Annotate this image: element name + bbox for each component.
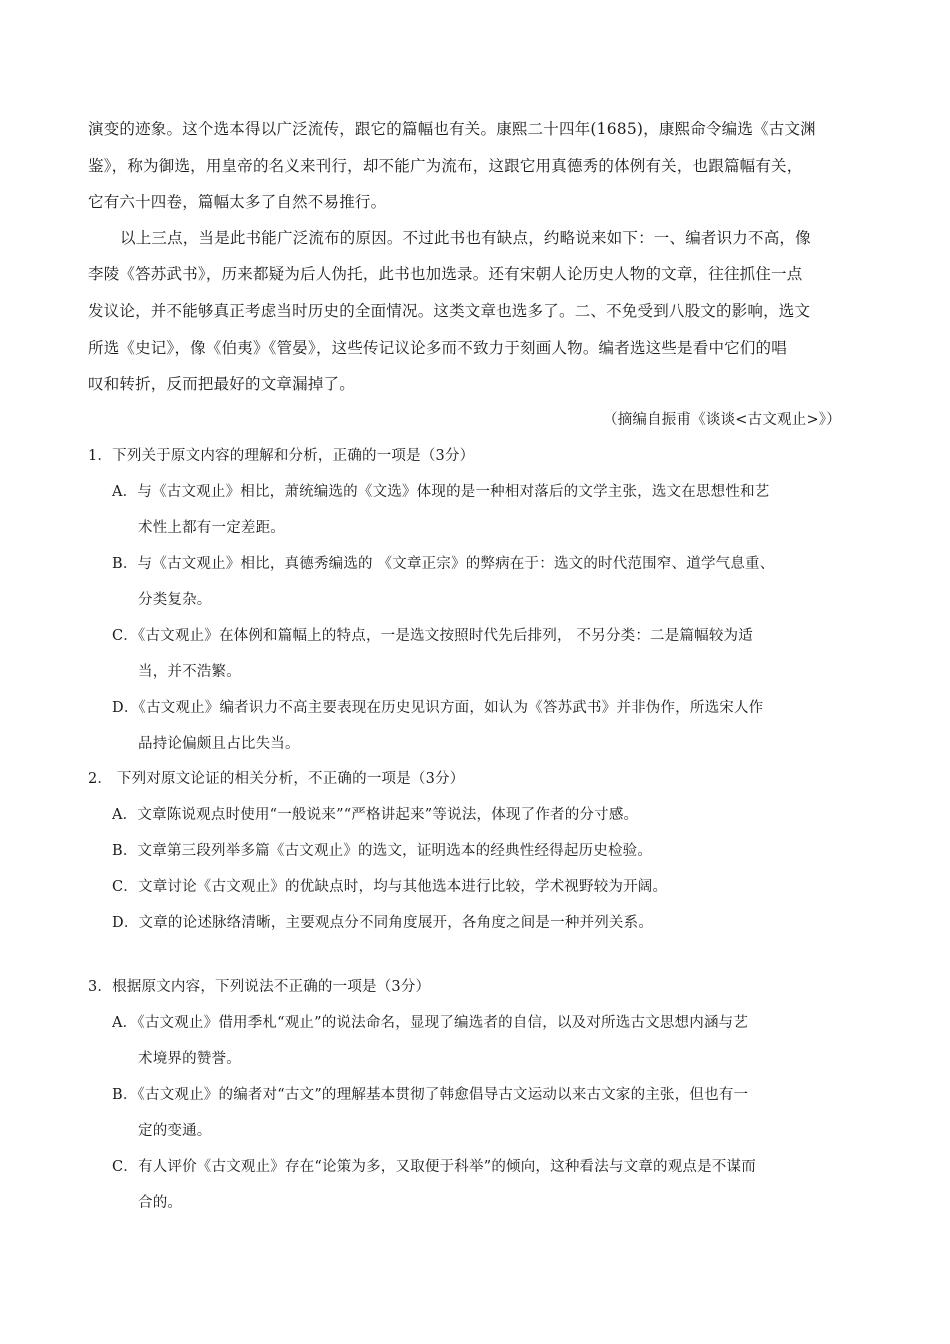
q3-option-b-cont: 定的变通。 xyxy=(138,1123,212,1139)
q1-option-a: A．与《古文观止》相比，萧统编选的《文选》体现的是一种相对落后的文学主张，选文在思想性和艺 xyxy=(112,484,770,500)
q1-option-b: B．与《古文观止》相比，真德秀编选的 《文章正宗》的弊病在于：选文的时代范围窄、道学气息重、 xyxy=(112,556,775,572)
q3-option-a: A．《古文观止》借用季札“观止”的说法命名，显现了编选者的自信，以及对所选古文思想内涵与艺 xyxy=(112,1015,749,1031)
question-1-stem: 1．下列关于原文内容的理解和分析，正确的一项是（3分） xyxy=(88,448,475,464)
passage-line: 以上三点，当是此书能广泛流布的原因。不过此书也有缺点，约略说来如下：一、编者识力不高，像 xyxy=(120,229,811,247)
question-3-stem: 3．根据原文内容，下列说法不正确的一项是（3分） xyxy=(88,979,431,995)
passage-line: 鉴》，称为御选，用皇帝的名义来刊行，却不能广为流布，这跟它用真德秀的体例有关，也跟篇幅有关， xyxy=(88,157,803,175)
passage-line: 叹和转折，反而把最好的文章漏掉了。 xyxy=(88,375,355,393)
q3-option-c-cont: 合的。 xyxy=(138,1195,183,1211)
q1-option-d-cont: 品持论偏颇且占比失当。 xyxy=(138,736,300,752)
q2-option-b: B．文章第三段列举多篇《古文观止》的选文，证明选本的经典性经得起历史检验。 xyxy=(112,843,653,859)
passage-line: 李陵《答苏武书》，历来都疑为后人伪托，此书也加选录。还有宋朝人论历史人物的文章，往往抓住一点 xyxy=(88,265,803,283)
q2-option-c: C．文章讨论《古文观止》的优缺点时，均与其他选本进行比较，学术视野较为开阔。 xyxy=(112,879,668,895)
q2-option-d: D．文章的论述脉络清晰，主要观点分不同角度展开，各角度之间是一种并列关系。 xyxy=(112,915,654,931)
q2-option-a: A．文章陈说观点时使用“一般说来”“严格讲起来”等说法，体现了作者的分寸感。 xyxy=(112,807,639,823)
q1-option-d: D．《古文观止》编者识力不高主要表现在历史见识方面，如认为《答苏武书》并非伪作，所选宋人作 xyxy=(112,700,764,716)
passage-source: （摘编自振甫《谈谈<古文观止>》） xyxy=(603,412,841,428)
q1-option-c-cont: 当，并不浩繁。 xyxy=(138,664,241,680)
passage-line: 它有六十四卷，篇幅太多了自然不易推行。 xyxy=(88,193,387,211)
q1-option-b-cont: 分类复杂。 xyxy=(138,592,212,608)
q1-option-a-cont: 术性上都有一定差距。 xyxy=(138,520,285,536)
question-2-stem: 2． 下列对原文论证的相关分析，不正确的一项是（3分） xyxy=(88,771,465,787)
q3-option-c: C．有人评价《古文观止》存在“论策为多，又取便于科举”的倾向，这种看法与文章的观点是不谋而 xyxy=(112,1159,756,1175)
passage-line: 演变的迹象。这个选本得以广泛流传，跟它的篇幅也有关。康熙二十四年(1685)，康熙命令编选《古文渊 xyxy=(88,120,816,138)
q3-option-a-cont: 术境界的赞誉。 xyxy=(138,1051,241,1067)
q1-option-c: C．《古文观止》在体例和篇幅上的特点，一是选文按照时代先后排列， 不另分类：二是篇幅较为适 xyxy=(112,628,753,644)
passage-line: 发议论，并不能够真正考虑当时历史的全面情况。这类文章也选多了。二、不免受到八股文的影响，选文 xyxy=(88,302,811,320)
q3-option-b: B．《古文观止》的编者对“古文”的理解基本贯彻了韩愈倡导古文运动以来古文家的主张，但也有一 xyxy=(112,1087,749,1103)
passage-line: 所选《史记》，像《伯夷》《管晏》，这些传记议论多而不致力于刻画人物。编者选这些是看中它们的唱 xyxy=(88,339,787,357)
